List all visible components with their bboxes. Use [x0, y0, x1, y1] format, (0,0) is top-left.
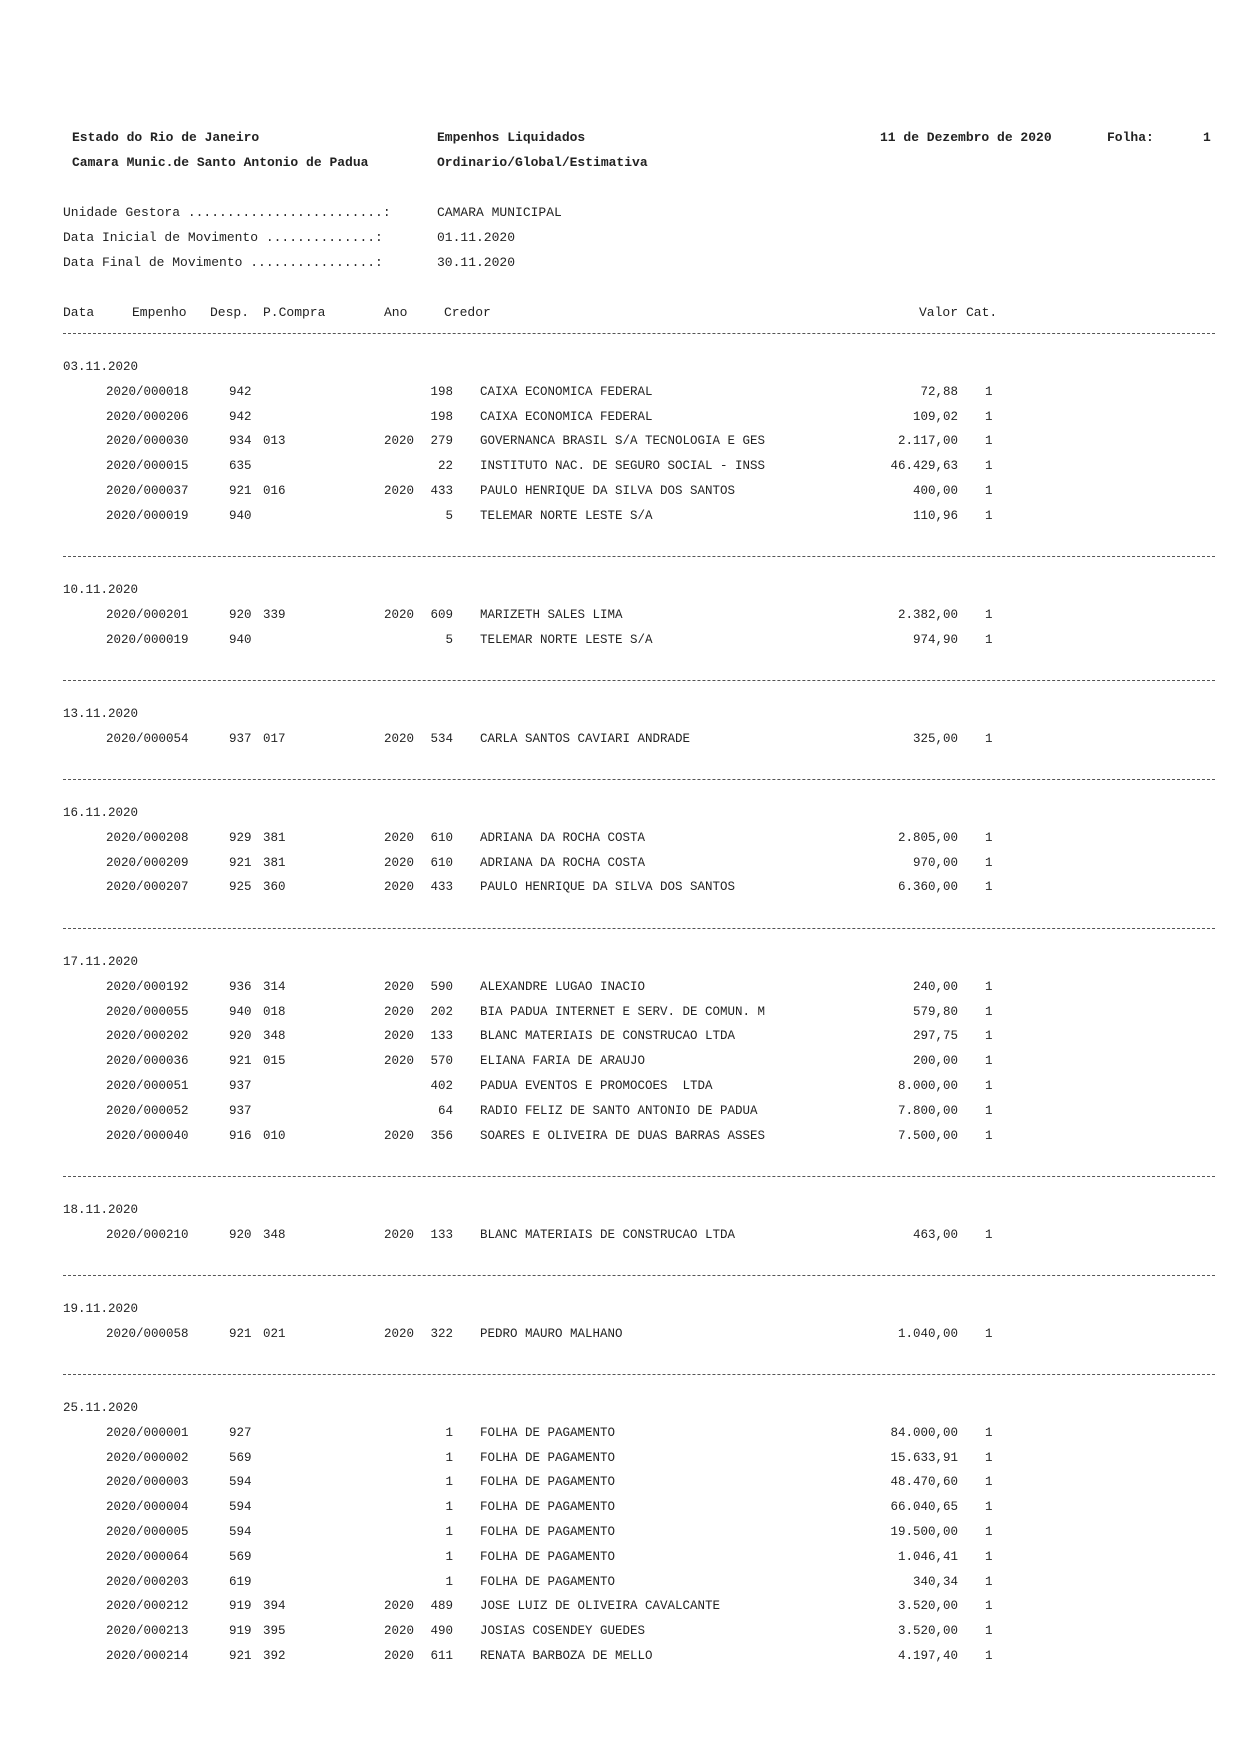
- ano-cell: 2020: [384, 1649, 415, 1663]
- col-credor: Credor: [444, 305, 491, 320]
- desp-cell: 635: [229, 459, 252, 474]
- ano-cell: 2020: [384, 1624, 415, 1639]
- credor-name-cell: SOARES E OLIVEIRA DE DUAS BARRAS ASSES: [480, 1128, 766, 1143]
- desp-cell: 569: [229, 1549, 252, 1564]
- pcompra-cell: 021: [263, 1326, 286, 1341]
- cat-cell: 1: [985, 880, 993, 895]
- desp-cell: 942: [229, 384, 252, 399]
- empenho-cell: 2020/000201: [106, 607, 189, 622]
- desp-cell: 925: [229, 880, 252, 895]
- ano-cell: 2020: [384, 1029, 415, 1044]
- col-pcompra: P.Compra: [263, 305, 326, 320]
- empenho-cell: 2020/000005: [106, 1525, 189, 1539]
- ano-cell: 2020: [384, 830, 415, 845]
- empenho-cell: 2020/000058: [106, 1326, 189, 1341]
- cat-cell: 1: [985, 1326, 993, 1341]
- valor-cell: 66.040,65: [890, 1500, 958, 1515]
- credor-code-cell: 322: [430, 1326, 453, 1341]
- separator-line: [63, 1176, 1215, 1177]
- cat-cell: 1: [985, 1425, 993, 1440]
- empenho-cell: 2020/000208: [106, 830, 189, 845]
- credor-code-cell: 433: [430, 880, 453, 895]
- cat-cell: 1: [985, 1624, 993, 1639]
- desp-cell: 921: [229, 484, 252, 498]
- desp-cell: 921: [229, 1054, 252, 1069]
- credor-code-cell: 279: [430, 434, 453, 449]
- credor-code-cell: 433: [430, 484, 453, 498]
- cat-cell: 1: [985, 607, 993, 622]
- cat-cell: 1: [985, 855, 993, 870]
- cat-cell: 1: [985, 1500, 993, 1515]
- desp-cell: 940: [229, 1004, 252, 1019]
- valor-cell: 84.000,00: [890, 1425, 958, 1440]
- credor-name-cell: FOLHA DE PAGAMENTO: [480, 1549, 616, 1564]
- cat-cell: 1: [985, 979, 993, 994]
- param-unidade-value: CAMARA MUNICIPAL: [437, 205, 562, 220]
- valor-cell: 1.040,00: [897, 1326, 958, 1341]
- separator-line: [63, 1374, 1215, 1375]
- empenho-cell: 2020/000015: [106, 459, 189, 474]
- empenho-cell: 2020/000054: [106, 731, 189, 746]
- separator-line: [63, 928, 1215, 929]
- cat-cell: 1: [985, 1004, 993, 1019]
- cat-cell: 1: [985, 1574, 993, 1589]
- col-empenho: Empenho: [132, 305, 187, 320]
- empenho-cell: 2020/000214: [106, 1649, 189, 1663]
- pcompra-cell: 013: [263, 434, 286, 449]
- valor-cell: 48.470,60: [890, 1475, 958, 1490]
- valor-cell: 3.520,00: [897, 1624, 958, 1639]
- col-desp: Desp.: [210, 305, 250, 320]
- valor-cell: 325,00: [912, 731, 958, 746]
- credor-name-cell: BLANC MATERIAIS DE CONSTRUCAO LTDA: [480, 1227, 736, 1242]
- credor-name-cell: CAIXA ECONOMICA FEDERAL: [480, 409, 653, 424]
- valor-cell: 4.197,40: [897, 1649, 958, 1663]
- empenho-cell: 2020/000002: [106, 1450, 189, 1465]
- group-date: 16.11.2020: [63, 806, 139, 820]
- desp-cell: 940: [229, 508, 252, 523]
- empenho-cell: 2020/000030: [106, 434, 189, 449]
- credor-code-cell: 1: [445, 1525, 453, 1539]
- col-data: Data: [63, 305, 95, 320]
- cat-cell: 1: [985, 1475, 993, 1490]
- empenho-cell: 2020/000207: [106, 880, 189, 895]
- credor-code-cell: 610: [430, 830, 453, 845]
- desp-cell: 921: [229, 1326, 252, 1341]
- group-date: 17.11.2020: [63, 955, 139, 969]
- valor-cell: 340,34: [912, 1574, 958, 1589]
- empenho-cell: 2020/000019: [106, 508, 189, 523]
- ano-cell: 2020: [384, 880, 415, 895]
- credor-code-cell: 1: [445, 1425, 453, 1440]
- col-ano: Ano: [384, 305, 408, 320]
- cat-cell: 1: [985, 384, 993, 399]
- ano-cell: 2020: [384, 1128, 415, 1143]
- pcompra-cell: 381: [263, 855, 286, 870]
- credor-code-cell: 534: [430, 731, 453, 746]
- empenho-cell: 2020/000064: [106, 1549, 189, 1564]
- ano-cell: 2020: [384, 434, 415, 449]
- pcompra-cell: 348: [263, 1029, 286, 1044]
- empenho-cell: 2020/000209: [106, 855, 189, 870]
- valor-cell: 110,96: [912, 508, 958, 523]
- pcompra-cell: 392: [263, 1649, 286, 1663]
- cat-cell: 1: [985, 1525, 993, 1539]
- credor-code-cell: 198: [430, 409, 453, 424]
- ano-cell: 2020: [384, 1004, 415, 1019]
- cat-cell: 1: [985, 1649, 993, 1663]
- valor-cell: 974,90: [912, 632, 958, 647]
- cat-cell: 1: [985, 1054, 993, 1069]
- col-cat: Cat.: [966, 305, 998, 320]
- ano-cell: 2020: [384, 1054, 415, 1069]
- empenho-cell: 2020/000202: [106, 1029, 189, 1044]
- cat-cell: 1: [985, 484, 993, 498]
- desp-cell: 916: [229, 1128, 252, 1143]
- col-valor: Valor: [918, 305, 958, 320]
- valor-cell: 1.046,41: [897, 1549, 958, 1564]
- cat-cell: 1: [985, 1450, 993, 1465]
- param-data-final-label: Data Final de Movimento ................:: [63, 255, 383, 270]
- credor-code-cell: 590: [430, 979, 453, 994]
- pcompra-cell: 015: [263, 1054, 286, 1069]
- desp-cell: 920: [229, 1227, 252, 1242]
- valor-cell: 463,00: [912, 1227, 958, 1242]
- valor-cell: 72,88: [920, 384, 958, 399]
- credor-name-cell: FOLHA DE PAGAMENTO: [480, 1450, 616, 1465]
- desp-cell: 927: [229, 1425, 252, 1440]
- report-title: Empenhos Liquidados: [437, 130, 586, 145]
- separator-line: [63, 556, 1215, 557]
- credor-code-cell: 570: [430, 1054, 453, 1069]
- desp-cell: 919: [229, 1624, 252, 1639]
- pcompra-cell: 394: [263, 1599, 286, 1614]
- empenho-cell: 2020/000001: [106, 1425, 189, 1440]
- report-subtitle: Ordinario/Global/Estimativa: [437, 155, 648, 170]
- municipality-name: Camara Munic.de Santo Antonio de Padua: [72, 155, 369, 170]
- cat-cell: 1: [985, 1549, 993, 1564]
- separator-line: [63, 333, 1215, 334]
- credor-code-cell: 1: [445, 1500, 453, 1515]
- cat-cell: 1: [985, 1079, 993, 1093]
- desp-cell: 594: [229, 1525, 252, 1539]
- group-date: 13.11.2020: [63, 707, 139, 721]
- param-data-inicial-value: 01.11.2020: [437, 230, 516, 245]
- desp-cell: 934: [229, 434, 252, 449]
- valor-cell: 400,00: [912, 484, 958, 498]
- credor-name-cell: ADRIANA DA ROCHA COSTA: [480, 855, 646, 870]
- credor-name-cell: ELIANA FARIA DE ARAUJO: [480, 1054, 646, 1069]
- desp-cell: 619: [229, 1574, 252, 1589]
- valor-cell: 19.500,00: [890, 1525, 958, 1539]
- state-name: Estado do Rio de Janeiro: [72, 130, 260, 145]
- credor-name-cell: FOLHA DE PAGAMENTO: [480, 1525, 616, 1539]
- empenho-cell: 2020/000192: [106, 979, 189, 994]
- empenho-cell: 2020/000019: [106, 632, 189, 647]
- valor-cell: 15.633,91: [890, 1450, 958, 1465]
- cat-cell: 1: [985, 1227, 993, 1242]
- valor-cell: 7.500,00: [897, 1128, 958, 1143]
- desp-cell: 594: [229, 1500, 252, 1515]
- empenho-cell: 2020/000212: [106, 1599, 189, 1614]
- valor-cell: 46.429,63: [890, 459, 958, 474]
- credor-name-cell: PEDRO MAURO MALHANO: [480, 1326, 623, 1341]
- separator-line: [63, 779, 1215, 780]
- empenho-cell: 2020/000213: [106, 1624, 189, 1639]
- credor-name-cell: TELEMAR NORTE LESTE S/A: [480, 508, 653, 523]
- credor-name-cell: BLANC MATERIAIS DE CONSTRUCAO LTDA: [480, 1029, 736, 1044]
- credor-name-cell: BIA PADUA INTERNET E SERV. DE COMUN. M: [480, 1004, 766, 1019]
- credor-name-cell: FOLHA DE PAGAMENTO: [480, 1574, 616, 1589]
- group-date: 18.11.2020: [63, 1203, 139, 1217]
- credor-code-cell: 402: [430, 1079, 453, 1093]
- credor-code-cell: 22: [437, 459, 453, 474]
- desp-cell: 940: [229, 632, 252, 647]
- credor-code-cell: 610: [430, 855, 453, 870]
- desp-cell: 929: [229, 830, 252, 845]
- valor-cell: 7.800,00: [897, 1103, 958, 1118]
- credor-code-cell: 133: [430, 1227, 453, 1242]
- group-date: 19.11.2020: [63, 1302, 139, 1316]
- desp-cell: 920: [229, 607, 252, 622]
- pcompra-cell: 381: [263, 830, 286, 845]
- desp-cell: 942: [229, 409, 252, 424]
- credor-code-cell: 133: [430, 1029, 453, 1044]
- desp-cell: 920: [229, 1029, 252, 1044]
- valor-cell: 109,02: [912, 409, 958, 424]
- empenho-cell: 2020/000037: [106, 484, 189, 498]
- credor-code-cell: 609: [430, 607, 453, 622]
- credor-code-cell: 5: [445, 508, 453, 523]
- cat-cell: 1: [985, 1029, 993, 1044]
- ano-cell: 2020: [384, 607, 415, 622]
- desp-cell: 569: [229, 1450, 252, 1465]
- credor-code-cell: 202: [430, 1004, 453, 1019]
- valor-cell: 3.520,00: [897, 1599, 958, 1614]
- valor-cell: 970,00: [912, 855, 958, 870]
- valor-cell: 8.000,00: [897, 1079, 958, 1093]
- credor-code-cell: 64: [437, 1103, 453, 1118]
- cat-cell: 1: [985, 1103, 993, 1118]
- pcompra-cell: 016: [263, 484, 286, 498]
- param-unidade-label: Unidade Gestora .........................:: [63, 205, 391, 220]
- cat-cell: 1: [985, 731, 993, 746]
- valor-cell: 2.382,00: [897, 607, 958, 622]
- credor-code-cell: 1: [445, 1450, 453, 1465]
- pcompra-cell: 314: [263, 979, 286, 994]
- pcompra-cell: 348: [263, 1227, 286, 1242]
- empenho-cell: 2020/000003: [106, 1475, 189, 1490]
- empenho-cell: 2020/000036: [106, 1054, 189, 1069]
- valor-cell: 2.117,00: [897, 434, 958, 449]
- ano-cell: 2020: [384, 731, 415, 746]
- valor-cell: 297,75: [912, 1029, 958, 1044]
- credor-name-cell: ADRIANA DA ROCHA COSTA: [480, 830, 646, 845]
- folha-value: 1: [1203, 130, 1211, 145]
- valor-cell: 6.360,00: [897, 880, 958, 895]
- desp-cell: 919: [229, 1599, 252, 1614]
- empenho-cell: 2020/000018: [106, 384, 189, 399]
- cat-cell: 1: [985, 1128, 993, 1143]
- cat-cell: 1: [985, 632, 993, 647]
- empenho-cell: 2020/000055: [106, 1004, 189, 1019]
- credor-name-cell: INSTITUTO NAC. DE SEGURO SOCIAL - INSS: [480, 459, 766, 474]
- credor-name-cell: RADIO FELIZ DE SANTO ANTONIO DE PADUA: [480, 1103, 758, 1118]
- valor-cell: 240,00: [912, 979, 958, 994]
- group-date: 25.11.2020: [63, 1401, 139, 1415]
- pcompra-cell: 010: [263, 1128, 286, 1143]
- credor-name-cell: RENATA BARBOZA DE MELLO: [480, 1649, 653, 1663]
- report-date: 11 de Dezembro de 2020: [880, 130, 1052, 145]
- valor-cell: 579,80: [912, 1004, 958, 1019]
- pcompra-cell: 018: [263, 1004, 286, 1019]
- credor-name-cell: FOLHA DE PAGAMENTO: [480, 1475, 616, 1490]
- credor-name-cell: PAULO HENRIQUE DA SILVA DOS SANTOS: [480, 880, 736, 895]
- desp-cell: 921: [229, 1649, 252, 1663]
- credor-code-cell: 5: [445, 632, 453, 647]
- credor-name-cell: FOLHA DE PAGAMENTO: [480, 1425, 616, 1440]
- desp-cell: 937: [229, 1103, 252, 1118]
- empenho-cell: 2020/000052: [106, 1103, 189, 1118]
- credor-code-cell: 1: [445, 1574, 453, 1589]
- ano-cell: 2020: [384, 484, 415, 498]
- empenho-cell: 2020/000210: [106, 1227, 189, 1242]
- desp-cell: 936: [229, 979, 252, 994]
- cat-cell: 1: [985, 459, 993, 474]
- cat-cell: 1: [985, 409, 993, 424]
- pcompra-cell: 395: [263, 1624, 286, 1639]
- credor-code-cell: 1: [445, 1475, 453, 1490]
- credor-code-cell: 1: [445, 1549, 453, 1564]
- credor-code-cell: 490: [430, 1624, 453, 1639]
- param-data-final-value: 30.11.2020: [437, 255, 516, 270]
- group-date: 10.11.2020: [63, 583, 139, 597]
- cat-cell: 1: [985, 508, 993, 523]
- credor-code-cell: 356: [430, 1128, 453, 1143]
- separator-line: [63, 1275, 1215, 1276]
- pcompra-cell: 017: [263, 731, 286, 746]
- ano-cell: 2020: [384, 855, 415, 870]
- empenho-cell: 2020/000051: [106, 1079, 189, 1093]
- empenho-cell: 2020/000040: [106, 1128, 189, 1143]
- credor-code-cell: 489: [430, 1599, 453, 1614]
- credor-name-cell: JOSIAS COSENDEY GUEDES: [480, 1624, 646, 1639]
- credor-name-cell: CARLA SANTOS CAVIARI ANDRADE: [480, 731, 691, 746]
- pcompra-cell: 339: [263, 607, 286, 622]
- credor-name-cell: PADUA EVENTOS E PROMOCOES LTDA: [480, 1079, 713, 1093]
- credor-name-cell: GOVERNANCA BRASIL S/A TECNOLOGIA E GES: [480, 434, 766, 449]
- credor-code-cell: 198: [430, 384, 453, 399]
- credor-name-cell: FOLHA DE PAGAMENTO: [480, 1500, 616, 1515]
- ano-cell: 2020: [384, 979, 415, 994]
- valor-cell: 2.805,00: [897, 830, 958, 845]
- empenho-cell: 2020/000203: [106, 1574, 189, 1589]
- ano-cell: 2020: [384, 1326, 415, 1341]
- desp-cell: 594: [229, 1475, 252, 1490]
- separator-line: [63, 680, 1215, 681]
- valor-cell: 200,00: [912, 1054, 958, 1069]
- credor-name-cell: CAIXA ECONOMICA FEDERAL: [480, 384, 653, 399]
- group-date: 03.11.2020: [63, 360, 139, 374]
- credor-name-cell: ALEXANDRE LUGAO INACIO: [480, 979, 646, 994]
- credor-name-cell: PAULO HENRIQUE DA SILVA DOS SANTOS: [480, 484, 736, 498]
- pcompra-cell: 360: [263, 880, 286, 895]
- folha-label: Folha:: [1107, 130, 1154, 145]
- desp-cell: 921: [229, 855, 252, 870]
- credor-name-cell: MARIZETH SALES LIMA: [480, 607, 623, 622]
- cat-cell: 1: [985, 1599, 993, 1614]
- credor-name-cell: JOSE LUIZ DE OLIVEIRA CAVALCANTE: [480, 1599, 721, 1614]
- param-data-inicial-label: Data Inicial de Movimento ..............:: [63, 230, 383, 245]
- cat-cell: 1: [985, 434, 993, 449]
- desp-cell: 937: [229, 731, 252, 746]
- ano-cell: 2020: [384, 1599, 415, 1614]
- credor-code-cell: 611: [430, 1649, 453, 1663]
- ano-cell: 2020: [384, 1227, 415, 1242]
- empenho-cell: 2020/000004: [106, 1500, 189, 1515]
- desp-cell: 937: [229, 1079, 252, 1093]
- cat-cell: 1: [985, 830, 993, 845]
- credor-name-cell: TELEMAR NORTE LESTE S/A: [480, 632, 653, 647]
- empenho-cell: 2020/000206: [106, 409, 189, 424]
